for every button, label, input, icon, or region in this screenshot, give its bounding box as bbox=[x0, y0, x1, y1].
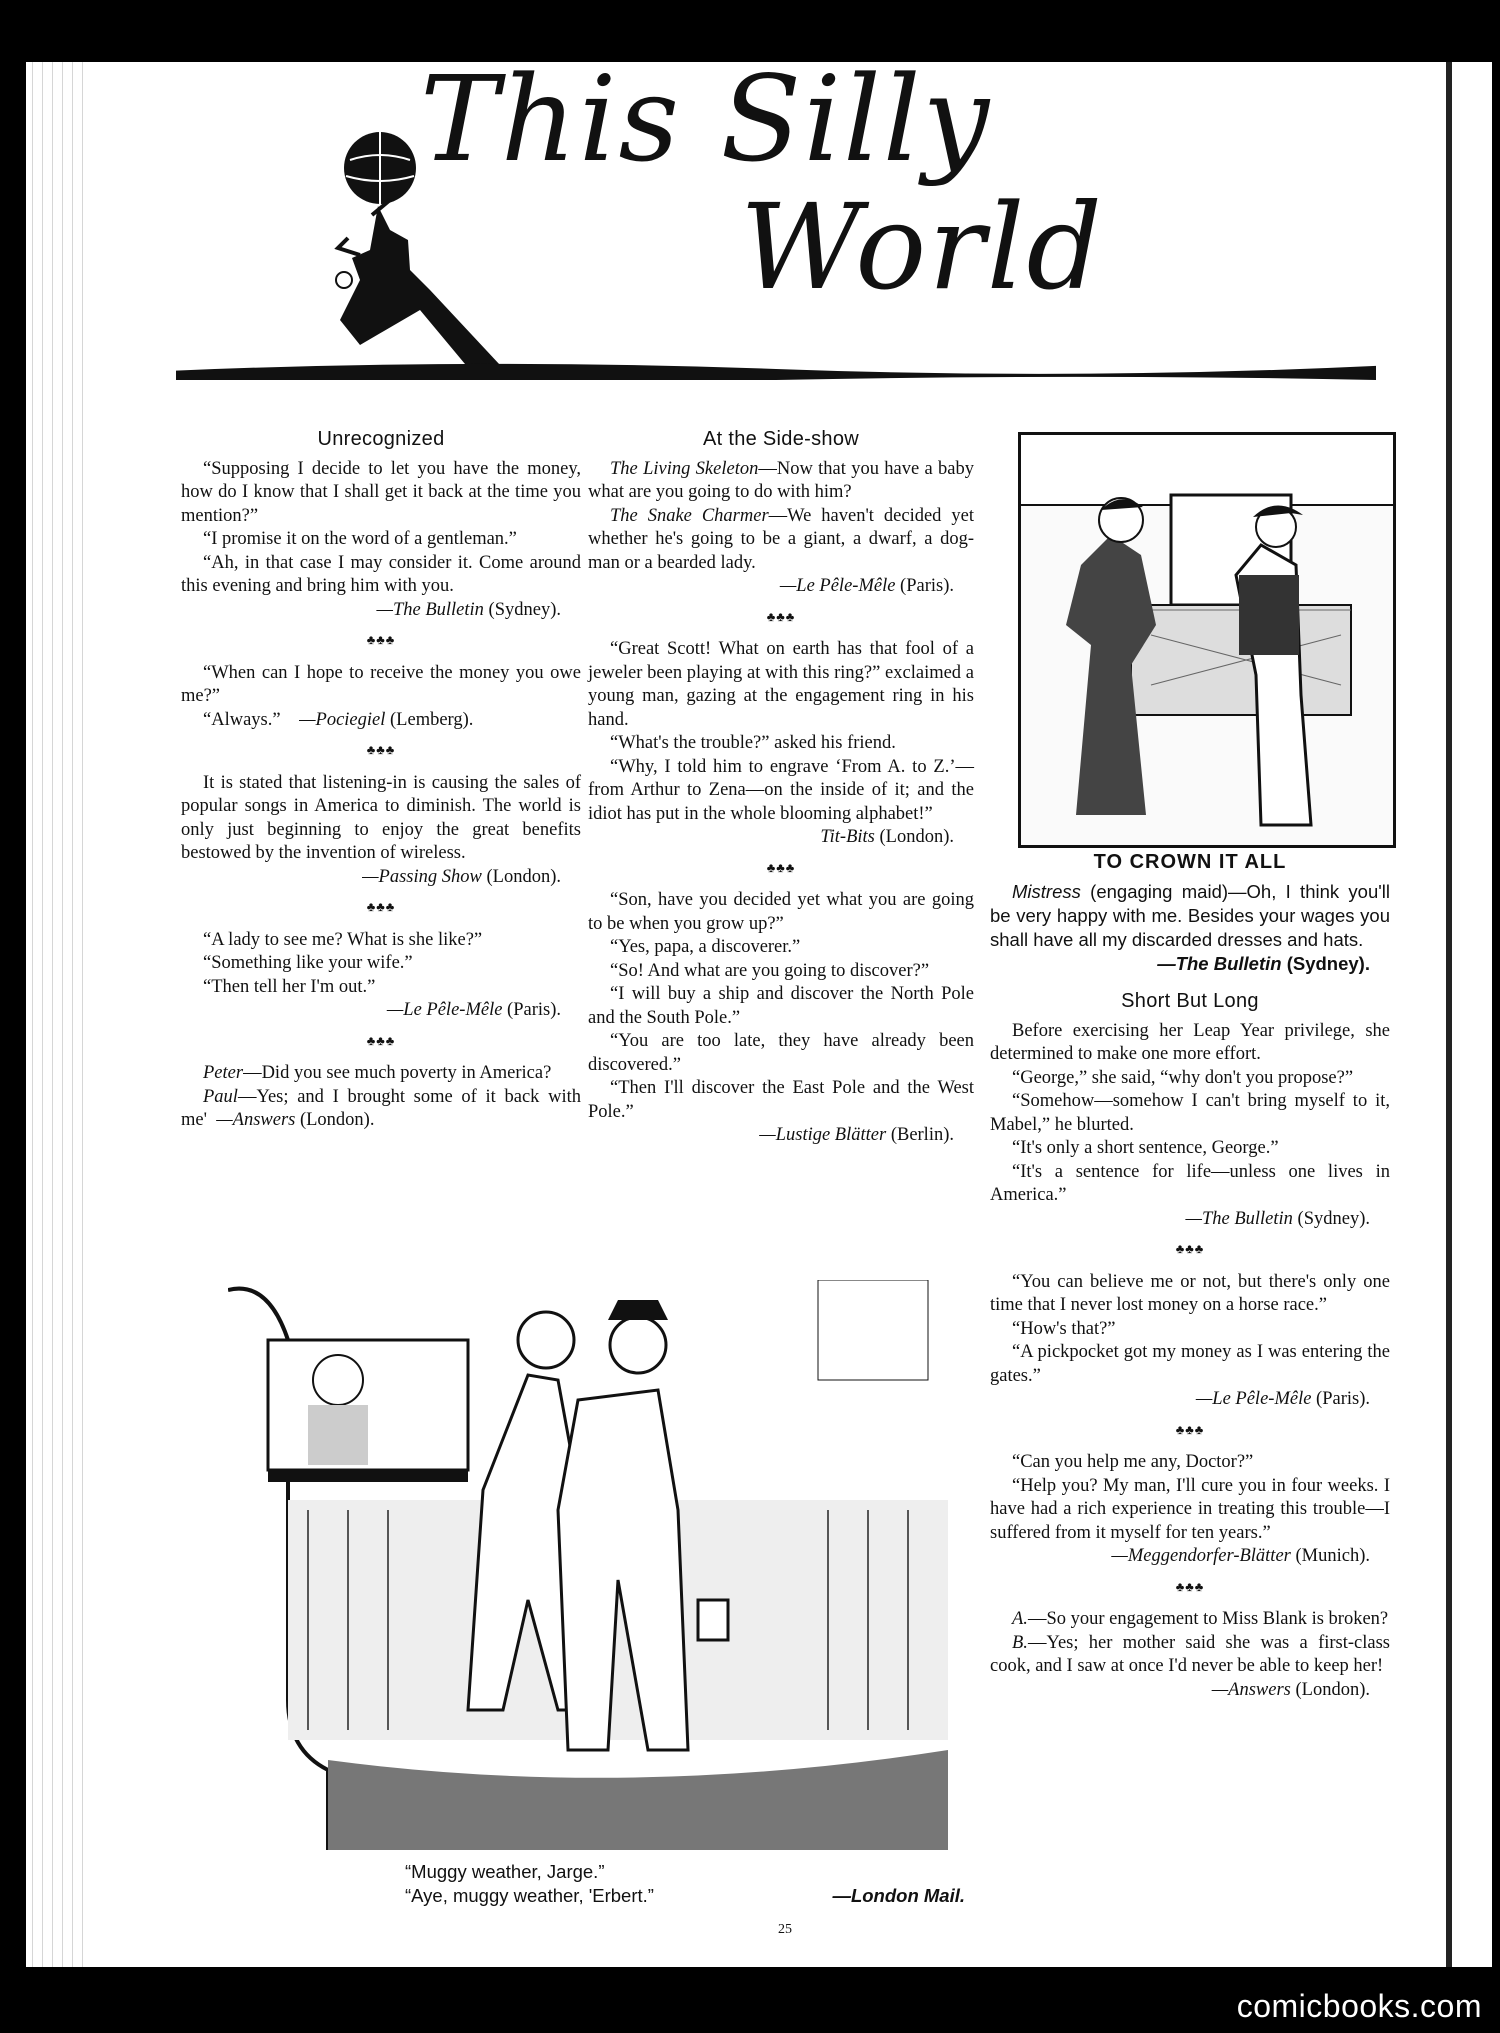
paragraph: “It's only a short sentence, George.” bbox=[1012, 1138, 1279, 1158]
paragraph: Peter—Did you see much poverty in America? bbox=[203, 1063, 552, 1083]
paragraph: “Ah, in that case I may consider it. Come around this evening and bring him with you. bbox=[181, 552, 581, 596]
separator-ornament: ♣♣♣ bbox=[366, 742, 396, 757]
header-rule bbox=[176, 358, 1376, 380]
paragraph: “Then I'll discover the East Pole and the West Pole.” bbox=[588, 1078, 974, 1122]
paragraph: “Something like your wife.” bbox=[203, 953, 413, 973]
source-credit: —Le Pêle-Mêle (Paris). bbox=[386, 1000, 561, 1020]
paragraph: “Always.” —Pociegiel (Lemberg). bbox=[203, 709, 474, 730]
heading-at-the-side-show: At the Side-show bbox=[703, 428, 859, 450]
column-1 bbox=[181, 428, 581, 1133]
paragraph: “Why, I told him to engrave ‘From A. to Z.’—from Arthur to Zena—on the inside of it; and the idiot has put in the whole blooming alphabet!” bbox=[588, 756, 974, 824]
source-credit: —Passing Show (London). bbox=[362, 866, 561, 887]
paragraph: “When can I hope to receive the money you owe me?” bbox=[181, 662, 581, 706]
heading-unrecognized: Unrecognized bbox=[317, 428, 445, 450]
separator-ornament: ♣♣♣ bbox=[366, 632, 396, 647]
cartoon-caption: Mistress (engaging maid)—Oh, I think you'll be very happy with me. Besides your wages you shall have all my discarded dresses and hats. bbox=[990, 881, 1390, 950]
paragraph: Paul—Yes; and I brought some of it back with me' —Answers (London). bbox=[181, 1086, 581, 1130]
paragraph: “Help you? My man, I'll cure you in four weeks. I have had a rich experience in treating this trouble—I suffered from it myself for ten years.” bbox=[990, 1475, 1390, 1543]
book-spine-edge bbox=[26, 62, 88, 1967]
caption-line: “Muggy weather, Jarge.” bbox=[405, 1861, 605, 1882]
paragraph: “I will buy a ship and discover the North Pole and the South Pole.” bbox=[588, 984, 974, 1028]
paragraph: “Supposing I decide to let you have the money, how do I know that I shall get it back at the time you mention?” bbox=[181, 458, 581, 526]
source-credit: Tit-Bits (London). bbox=[820, 827, 954, 847]
separator-ornament: ♣♣♣ bbox=[1175, 1421, 1205, 1437]
paragraph: “Somehow—somehow I can't bring myself to it, Mabel,” he blurted. bbox=[990, 1091, 1390, 1135]
paragraph: “George,” she said, “why don't you propose?” bbox=[1012, 1067, 1354, 1088]
separator-ornament: ♣♣♣ bbox=[366, 899, 396, 914]
paragraph: The Snake Charmer—We haven't decided yet whether he's going to be a giant, a dwarf, a dog-man or a bearded lady. bbox=[588, 505, 974, 573]
paragraph: “Yes, papa, a discoverer.” bbox=[610, 937, 801, 957]
caption-line: “Aye, muggy weather, 'Erbert.” —London Mail. bbox=[405, 1885, 965, 1906]
page-title-line2: World bbox=[740, 178, 1104, 316]
source-credit: —Le Pêle-Mêle (Paris). bbox=[1195, 1389, 1370, 1409]
paragraph: The Living Skeleton—Now that you have a baby what are you going to do with him? bbox=[588, 458, 974, 502]
paragraph: B.—Yes; her mother said she was a first-class cook, and I saw at once I'd never be able to keep her! bbox=[990, 1632, 1390, 1676]
source-credit: —The Bulletin (Sydney). bbox=[1185, 1208, 1370, 1229]
source-credit: —The Bulletin (Sydney). bbox=[1157, 953, 1370, 974]
paragraph: A.—So your engagement to Miss Blank is broken? bbox=[1012, 1609, 1389, 1629]
column-2 bbox=[588, 428, 974, 1148]
paragraph: Before exercising her Leap Year privilege, she determined to make one more effort. bbox=[990, 1020, 1390, 1064]
paragraph: “You are too late, they have already been discovered.” bbox=[588, 1031, 974, 1075]
paragraph: “A pickpocket got my money as I was entering the gates.” bbox=[990, 1342, 1390, 1386]
facing-page-edge bbox=[1452, 62, 1492, 1967]
paragraph: “I promise it on the word of a gentleman.” bbox=[203, 529, 517, 549]
paragraph: “You can believe me or not, but there's only one time that I never lost money on a horse race.” bbox=[990, 1271, 1390, 1315]
maid-mistress-cartoon bbox=[1018, 432, 1396, 848]
paragraph: “So! And what are you going to discover?” bbox=[610, 960, 930, 981]
source-credit: —Lustige Blätter (Berlin). bbox=[759, 1125, 954, 1145]
paragraph: “It's a sentence for life—unless one lives in America.” bbox=[990, 1161, 1390, 1205]
separator-ornament: ♣♣♣ bbox=[1175, 1578, 1205, 1594]
bottom-cartoon-caption bbox=[405, 1860, 965, 1908]
page-number: 25 bbox=[778, 1922, 792, 1937]
watermark-logo: comicbooks.com bbox=[1236, 1988, 1482, 2024]
source-credit: —Meggendorfer-Blätter (Munich). bbox=[1111, 1546, 1370, 1566]
paragraph: “A lady to see me? What is she like?” bbox=[203, 929, 483, 950]
source-credit: —The Bulletin (Sydney). bbox=[376, 599, 561, 620]
source-credit: —Le Pêle-Mêle (Paris). bbox=[779, 576, 954, 596]
cartoon-title: TO CROWN IT ALL bbox=[1093, 851, 1287, 873]
separator-ornament: ♣♣♣ bbox=[766, 859, 796, 875]
heading-short-but-long: Short But Long bbox=[1121, 990, 1259, 1012]
separator-ornament: ♣♣♣ bbox=[1175, 1241, 1205, 1256]
paragraph: It is stated that listening-in is causing the sales of popular songs in America to diminish. The world is only just beginning to enjoy the great benefits bestowed by the invention of wireless. bbox=[181, 772, 581, 863]
source-credit: —Answers (London). bbox=[1211, 1679, 1370, 1700]
page-title-line1: This Silly bbox=[420, 50, 992, 188]
paragraph: “Great Scott! What on earth has that fool of a jeweler been playing at with this ring?” exclaimed a young man, gazing at the engagement ring in his hand. bbox=[588, 639, 974, 730]
paragraph: “Son, have you decided yet what you are going to be when you grow up?” bbox=[588, 890, 974, 934]
separator-ornament: ♣♣♣ bbox=[766, 608, 796, 624]
pub-cartoon bbox=[228, 1280, 968, 1850]
paragraph: “Then tell her I'm out.” bbox=[203, 976, 376, 997]
paragraph: “What's the trouble?” asked his friend. bbox=[610, 733, 896, 753]
paragraph: “How's that?” bbox=[1012, 1318, 1116, 1339]
paragraph: “Can you help me any, Doctor?” bbox=[1012, 1452, 1254, 1472]
separator-ornament: ♣♣♣ bbox=[366, 1032, 396, 1048]
column-3 bbox=[990, 850, 1390, 1702]
